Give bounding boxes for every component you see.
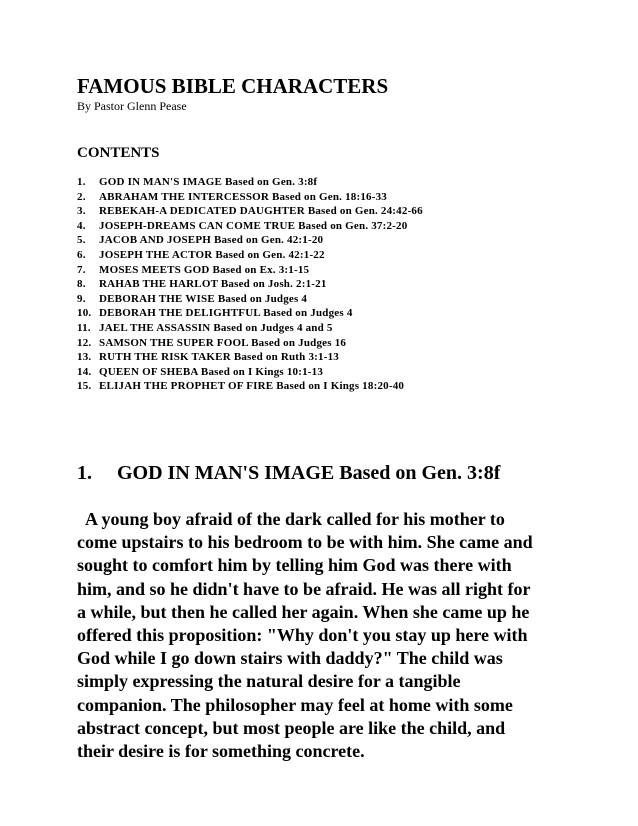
toc-item (77, 176, 423, 191)
toc-item (77, 293, 423, 308)
section-body (77, 508, 567, 763)
toc-number: 15. (77, 380, 92, 393)
body-line: simply expressing the natural desire for a tangible (77, 671, 461, 692)
toc-item (77, 191, 423, 206)
document-title: FAMOUS BIBLE CHARACTERS (77, 74, 389, 98)
toc-title: RAHAB THE HARLOT Based on Josh. 2:1-21 (99, 278, 327, 291)
toc-number: 11. (77, 321, 91, 334)
toc-title: SAMSON THE SUPER FOOL Based on Judges 16 (99, 336, 347, 349)
toc-title: JACOB AND JOSEPH Based on Gen. 42:1-20 (99, 234, 324, 247)
toc-item (77, 307, 423, 322)
toc-item (77, 366, 423, 381)
body-line: sought to comfort him by telling him God was there with (77, 555, 512, 576)
toc-number: 1. (77, 176, 86, 188)
body-line: a while, but then he called her again. When she came up he (77, 601, 530, 622)
toc-item (77, 264, 423, 279)
toc-title: MOSES MEETS GOD Based on Ex. 3:1-15 (99, 263, 310, 276)
toc-item (77, 234, 423, 249)
body-line: A young boy afraid of the dark called for his mother to (77, 509, 505, 529)
toc-item (77, 220, 423, 235)
toc-item (77, 249, 423, 264)
author-byline: By Pastor Glenn Pease (77, 99, 187, 113)
toc-number: 5. (77, 234, 86, 247)
toc-title: JOSEPH-DREAMS CAN COME TRUE Based on Gen. 37:2-20 (99, 219, 408, 232)
toc-number: 14. (77, 365, 92, 378)
toc-number: 2. (77, 190, 86, 203)
toc-item (77, 278, 423, 293)
toc-item (77, 205, 423, 220)
toc-number: 8. (77, 278, 86, 291)
toc-number: 9. (77, 292, 86, 305)
toc-number: 10. (77, 307, 92, 320)
table-of-contents (77, 176, 423, 395)
toc-title: DEBORAH THE DELIGHTFUL Based on Judges 4 (99, 307, 353, 320)
body-line: offered this proposition: "Why don't you stay up here with (77, 625, 528, 646)
toc-title: REBEKAH-A DEDICATED DAUGHTER Based on Gen. 24:42-66 (99, 205, 423, 218)
toc-item (77, 322, 423, 337)
section-number: 1. (77, 462, 92, 484)
toc-item (77, 351, 423, 366)
toc-title: ELIJAH THE PROPHET OF FIRE Based on I Kings 18:20-40 (99, 380, 405, 393)
contents-heading: CONTENTS (77, 145, 160, 161)
toc-title: JOSEPH THE ACTOR Based on Gen. 42:1-22 (99, 248, 325, 261)
toc-title: ABRAHAM THE INTERCESSOR Based on Gen. 18:16-33 (99, 190, 388, 203)
section-heading (77, 462, 500, 485)
body-line: abstract concept, but most people are like the child, and (77, 717, 506, 738)
toc-title: DEBORAH THE WISE Based on Judges 4 (99, 292, 308, 305)
section-title: GOD IN MAN'S IMAGE Based on Gen. 3:8f (117, 462, 501, 484)
body-line: companion. The philosopher may feel at home with some (77, 694, 513, 715)
toc-number: 6. (77, 248, 86, 261)
toc-number: 12. (77, 336, 92, 349)
toc-number: 4. (77, 219, 86, 232)
toc-number: 13. (77, 351, 92, 364)
toc-title: GOD IN MAN'S IMAGE Based on Gen. 3:8f (99, 176, 318, 188)
body-line: their desire is for something concrete. (77, 741, 365, 762)
toc-number: 3. (77, 205, 86, 218)
body-line: God while I go down stairs with daddy?" The child was (77, 648, 503, 669)
toc-item (77, 337, 423, 352)
toc-title: JAEL THE ASSASSIN Based on Judges 4 and 5 (99, 321, 333, 334)
body-line: him, and so he didn't have to be afraid. He was all right for (77, 578, 531, 599)
toc-number: 7. (77, 263, 86, 276)
body-line: come upstairs to his bedroom to be with him. She came and (77, 532, 533, 553)
toc-title: QUEEN OF SHEBA Based on I Kings 10:1-13 (99, 365, 324, 378)
toc-item (77, 380, 423, 395)
toc-title: RUTH THE RISK TAKER Based on Ruth 3:1-13 (99, 351, 339, 364)
